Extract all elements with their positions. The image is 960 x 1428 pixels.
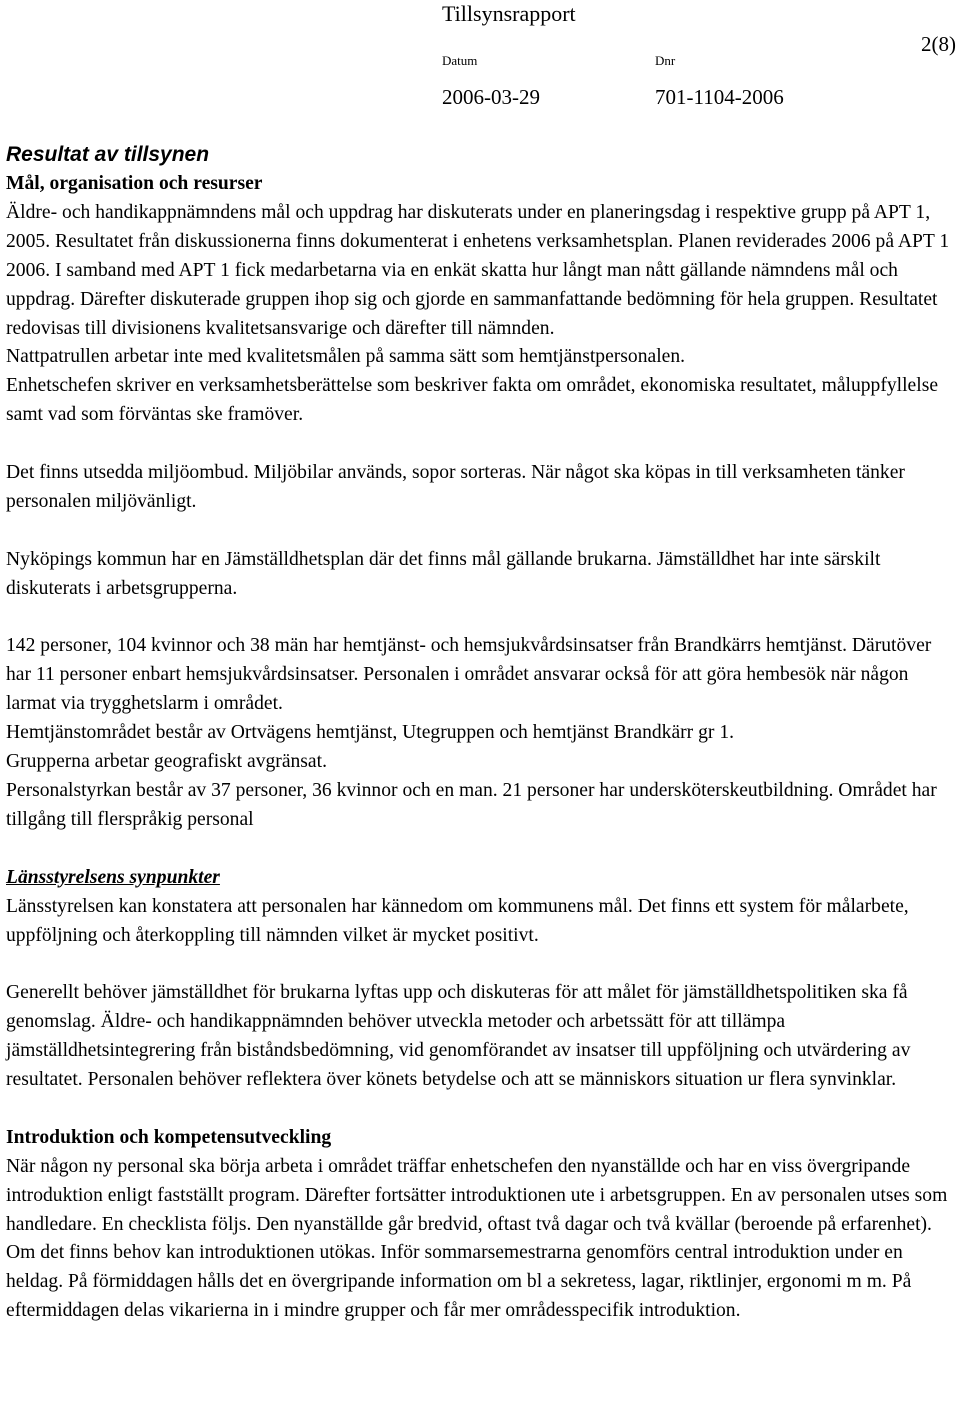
spacer [6,517,956,546]
document-body [6,139,956,1326]
heading-county-views: Länsstyrelsens synpunkter [6,866,220,888]
paragraph: Personalstyrkan består av 37 personer, 36 kvinnor och en man. 21 personer har undersköterskeutbildning. Området har tillgång till flerspråkig personal [6,779,937,830]
paragraph: Det finns utsedda miljöombud. Miljöbilar används, sopor sorteras. När något ska köpas in till verksamheten tänker personalen miljövänligt. [6,462,905,512]
paragraph: Hemtjänstområdet består av Ortvägens hemtjänst, Utegruppen och hemtjänst Brandkärr gr 1. [6,722,735,744]
document-header [0,0,960,120]
paragraph: Grupperna arbetar geografiskt avgränsat. [6,751,327,773]
paragraph: Länsstyrelsen kan konstatera att personalen har kännedom om kommunens mål. Det finns ett system för målarbete, uppföljning och återkoppling till nämnden vilket är mycket positivt. [6,895,909,946]
date-label: Datum [442,53,478,68]
page-number: 2(8) [921,32,956,56]
section-title: Resultat av tillsynen [6,143,210,166]
spacer [6,604,956,633]
heading-goals: Mål, organisation och resurser [6,173,263,194]
spacer [6,430,956,459]
paragraph: Enhetschefen skriver en verksamhetsberättelse som beskriver fakta om området, ekonomiska resultatet, måluppfyllelse samt vad som förväntas ske framöver. [6,375,939,426]
dnr-label: Dnr [655,53,676,68]
heading-introduction: Introduktion och kompetensutveckling [6,1126,332,1148]
dnr-value: 701-1104-2006 [655,85,784,109]
spacer [6,1095,956,1124]
paragraph: Generellt behöver jämställdhet för brukarna lyftas upp och diskuteras för att målet för jämställdhetspolitiken ska få genomslag. Äldre- och handikappnämnden behöver utveckla metoder och arbetssätt för att tillämpa jämställdhetsintegrering från biståndsbedömning, vid genomförandet av insatser till uppföljning och utvärdering av resultatet. Personalen behöver reflektera över könets betydelse och att se människors situation ur flera synvinklar. [6,982,911,1091]
document-title: Tillsynsrapport [442,1,576,26]
paragraph: Nattpatrullen arbetar inte med kvalitetsmålen på samma sätt som hemtjänstpersonalen. [6,346,686,368]
date-value: 2006-03-29 [442,85,540,109]
spacer [6,835,956,864]
paragraph: Nyköpings kommun har en Jämställdhetsplan där det finns mål gällande brukarna. Jämställdhet har inte särskilt diskuterats i arbetsgrupperna. [6,548,881,599]
paragraph: När någon ny personal ska börja arbeta i området träffar enhetschefen den nyanställde och har en viss övergripande introduktion enligt fastställt program. Därefter fortsätter introduktionen ute i arbetsgruppen. En av personalen utses som handledare. En checklista följs. Den nyanställde går bredvid, oftast två dagar och två kvällar (beroende på erfarenhet). Om det finns behov kan introduktionen utökas. Inför sommarsemestrarna genomförs central introduktion under en heldag. På förmiddagen hålls det en övergripande information om bl a sekretess, lagar, riktlinjer, ergonomi m m. På eftermiddagen delas vikarierna in i mindre grupper och får mer områdesspecifik introduktion. [6,1155,948,1322]
paragraph: 142 personer, 104 kvinnor och 38 män har hemtjänst- och hemsjukvårdsinsatser från Brandkärrs hemtjänst. Därutöver har 11 personer enbart hemsjukvårdsinsatser. Personalen i området ansvarar också för att göra hembesök när någon larmat via trygghetslarm i området. [6,635,932,715]
spacer [6,950,956,979]
paragraph: Äldre- och handikappnämndens mål och uppdrag har diskuterats under en planeringsdag i respektive grupp på APT 1, 2005. Resultatet från diskussionerna finns dokumenterat i enhetens verksamhetsplan. Planen reviderades 2006 på APT 1 2006. I samband med APT 1 fick medarbetarna via en enkät skatta hur långt man nått gällande nämndens mål och uppdrag. Därefter diskuterade gruppen ihop sig och gjorde en sammanfattande bedömning för hela gruppen. Resultatet redovisas till divisionens kvalitetsansvarige och därefter till nämnden. [6,201,950,339]
